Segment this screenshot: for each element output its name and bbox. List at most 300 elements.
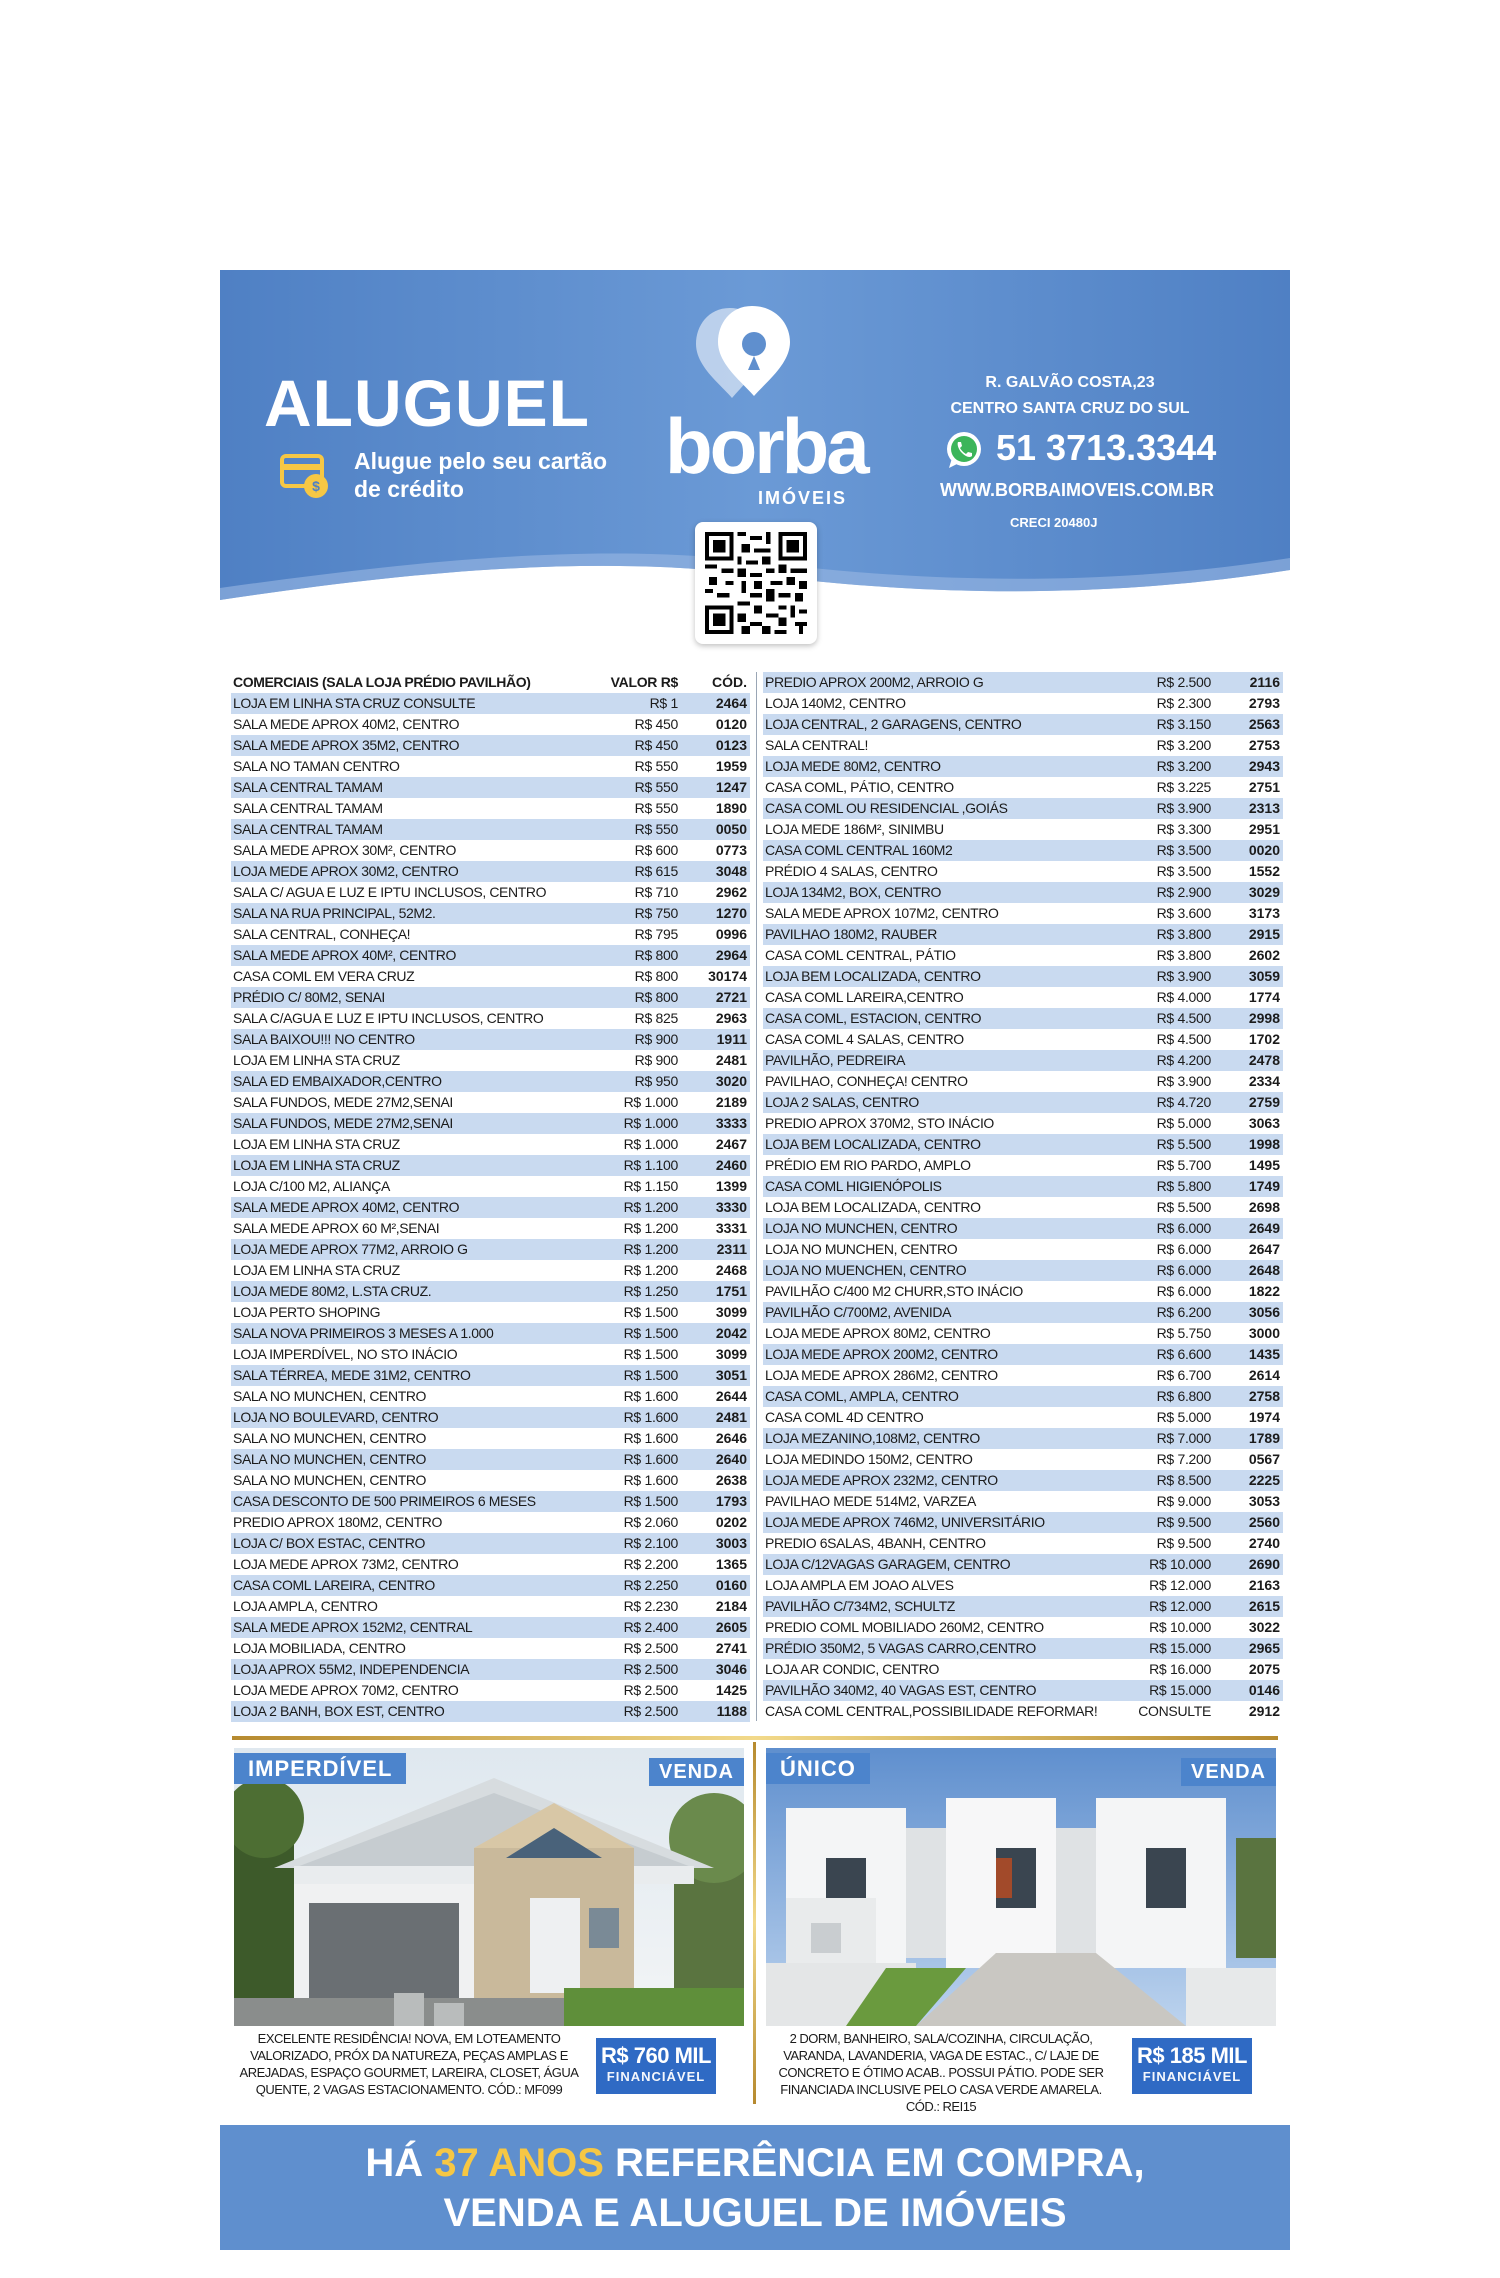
listing-value: R$ 1.600 bbox=[623, 1409, 678, 1425]
listing-row[interactable] bbox=[231, 714, 750, 735]
listing-value: R$ 7.000 bbox=[1156, 1430, 1211, 1446]
property-description-right: 2 DORM, BANHEIRO, SALA/COZINHA, CIRCULAÇÃO, VARANDA, LAVANDERIA, VAGA DE ESTAC., C/ LAJE DE CONCRETO E ÓTIMO ACAB.. POSSUI PÁTIO. PODE SER FINANCIADA INCLUSIVE PELO CASA VERDE AMARELA. CÓD.: REI15 bbox=[778, 2031, 1104, 2114]
listing-row[interactable] bbox=[763, 1029, 1283, 1050]
listing-description: PAVILHAO, CONHEÇA! CENTRO bbox=[765, 1073, 968, 1089]
listing-description: LOJA EM LINHA STA CRUZ bbox=[233, 1052, 400, 1068]
listing-value: R$ 6.700 bbox=[1156, 1367, 1211, 1383]
listing-row[interactable] bbox=[763, 1596, 1283, 1617]
listing-code: 1247 bbox=[715, 779, 747, 795]
listing-row[interactable] bbox=[763, 840, 1283, 861]
listing-value: R$ 6.200 bbox=[1156, 1304, 1211, 1320]
listing-row[interactable] bbox=[763, 1680, 1283, 1701]
gold-vertical-separator bbox=[753, 1742, 756, 2104]
listing-value: R$ 2.300 bbox=[1156, 695, 1211, 711]
listing-description: SALA NO MUNCHEN, CENTRO bbox=[233, 1388, 427, 1404]
logo-wordmark: borba bbox=[665, 402, 867, 490]
listing-row[interactable] bbox=[231, 1239, 750, 1260]
address-line-2: CENTRO SANTA CRUZ DO SUL bbox=[950, 400, 1190, 417]
listing-row[interactable] bbox=[231, 1638, 750, 1659]
listing-row[interactable] bbox=[231, 1407, 750, 1428]
listing-value: R$ 1.600 bbox=[623, 1472, 678, 1488]
listing-code: 2468 bbox=[715, 1262, 747, 1278]
listing-row[interactable] bbox=[231, 819, 750, 840]
listing-code: 1890 bbox=[715, 800, 747, 816]
listing-row[interactable] bbox=[231, 1386, 750, 1407]
listing-row[interactable] bbox=[763, 1617, 1283, 1638]
listing-code: 2638 bbox=[715, 1472, 747, 1488]
listing-row[interactable] bbox=[763, 1071, 1283, 1092]
listing-description: SALA CENTRAL TAMAM bbox=[233, 800, 383, 816]
listing-code: 2464 bbox=[715, 695, 747, 711]
listing-description: LOJA BEM LOCALIZADA, CENTRO bbox=[765, 1136, 981, 1152]
listing-code: 2943 bbox=[1248, 758, 1280, 774]
listing-row[interactable] bbox=[231, 1197, 750, 1218]
listing-description: LOJA MEDE APROX 200M2, CENTRO bbox=[765, 1346, 998, 1362]
listing-value: R$ 1.000 bbox=[623, 1115, 678, 1131]
footer-line-1 bbox=[220, 2125, 1290, 2188]
listing-description: SALA NO MUNCHEN, CENTRO bbox=[233, 1451, 427, 1467]
listing-row[interactable] bbox=[231, 735, 750, 756]
listing-code: 2965 bbox=[1248, 1640, 1280, 1656]
listing-value: R$ 3.600 bbox=[1156, 905, 1211, 921]
listing-row[interactable] bbox=[763, 1470, 1283, 1491]
listing-description: PRÉDIO 4 SALAS, CENTRO bbox=[765, 863, 938, 879]
website-link[interactable]: WWW.BORBAIMOVEIS.COM.BR bbox=[940, 480, 1214, 500]
listing-code: 2605 bbox=[715, 1619, 747, 1635]
listing-row[interactable] bbox=[231, 1092, 750, 1113]
footer-prefix: HÁ bbox=[365, 2141, 435, 2185]
listing-row[interactable] bbox=[763, 1176, 1283, 1197]
listing-value: R$ 5.500 bbox=[1156, 1199, 1211, 1215]
listing-row[interactable] bbox=[231, 1071, 750, 1092]
whatsapp-icon[interactable] bbox=[943, 429, 985, 471]
listing-description: LOJA NO BOULEVARD, CENTRO bbox=[233, 1409, 439, 1425]
qr-code[interactable] bbox=[695, 522, 817, 644]
logo-subtitle: IMÓVEIS bbox=[758, 488, 848, 508]
listing-description: PAVILHÃO, PEDREIRA bbox=[765, 1052, 906, 1068]
listing-value: R$ 2.230 bbox=[623, 1598, 678, 1614]
listing-description: SALA MEDE APROX 40M², CENTRO bbox=[233, 947, 456, 963]
listing-row[interactable] bbox=[231, 924, 750, 945]
listing-row[interactable] bbox=[763, 1239, 1283, 1260]
listing-value: R$ 1.100 bbox=[623, 1157, 678, 1173]
listing-description: LOJA MEDE 80M2, L.STA CRUZ. bbox=[233, 1283, 432, 1299]
phone-number[interactable]: 51 3713.3344 bbox=[996, 427, 1217, 468]
creci-registration: CRECI 20480J bbox=[1010, 515, 1098, 530]
listing-row[interactable] bbox=[763, 693, 1283, 714]
listing-value: R$ 8.500 bbox=[1156, 1472, 1211, 1488]
listing-value: R$ 800 bbox=[634, 989, 678, 1005]
listing-row[interactable] bbox=[231, 1113, 750, 1134]
listing-row[interactable] bbox=[231, 1491, 750, 1512]
listing-row[interactable] bbox=[231, 693, 750, 714]
listing-description: SALA NO TAMAN CENTRO bbox=[233, 758, 400, 774]
listing-row[interactable] bbox=[763, 1134, 1283, 1155]
listing-value: R$ 550 bbox=[634, 821, 678, 837]
listing-row[interactable] bbox=[231, 1533, 750, 1554]
listing-description: SALA FUNDOS, MEDE 27M2,SENAI bbox=[233, 1115, 453, 1131]
listing-description: LOJA 140M2, CENTRO bbox=[765, 695, 906, 711]
listing-code: 2481 bbox=[715, 1409, 747, 1425]
listing-code: 2690 bbox=[1248, 1556, 1280, 1572]
listing-value: R$ 750 bbox=[634, 905, 678, 921]
listing-row[interactable] bbox=[231, 1512, 750, 1533]
listing-row[interactable] bbox=[231, 1449, 750, 1470]
listing-code: 1822 bbox=[1248, 1283, 1280, 1299]
listing-value: R$ 15.000 bbox=[1149, 1640, 1211, 1656]
listing-row[interactable] bbox=[763, 1701, 1283, 1722]
listing-row[interactable] bbox=[231, 1428, 750, 1449]
listing-value: R$ 3.800 bbox=[1156, 926, 1211, 942]
listing-row[interactable] bbox=[231, 798, 750, 819]
listing-code: 2740 bbox=[1248, 1535, 1280, 1551]
listing-value: R$ 2.400 bbox=[623, 1619, 678, 1635]
listing-code: 0020 bbox=[1248, 842, 1280, 858]
listing-row[interactable] bbox=[763, 714, 1283, 735]
listing-description: SALA MEDE APROX 40M2, CENTRO bbox=[233, 716, 460, 732]
listing-code: 2189 bbox=[715, 1094, 747, 1110]
listing-description: PREDIO APROX 370M2, STO INÁCIO bbox=[765, 1115, 994, 1131]
listing-description: LOJA MEDE APROX 746M2, UNIVERSITÁRIO bbox=[765, 1514, 1045, 1530]
listing-row[interactable] bbox=[231, 777, 750, 798]
listing-description: CASA COML 4D CENTRO bbox=[765, 1409, 924, 1425]
listing-row[interactable] bbox=[231, 1050, 750, 1071]
listing-code: 1435 bbox=[1248, 1346, 1280, 1362]
listing-description: CASA COML LAREIRA, CENTRO bbox=[233, 1577, 435, 1593]
listing-row[interactable] bbox=[231, 1575, 750, 1596]
listing-row[interactable] bbox=[763, 1512, 1283, 1533]
listing-value: R$ 3.900 bbox=[1156, 968, 1211, 984]
listing-row[interactable] bbox=[763, 1155, 1283, 1176]
listing-description: SALA CENTRAL, CONHEÇA! bbox=[233, 926, 411, 942]
listing-value: R$ 3.900 bbox=[1156, 1073, 1211, 1089]
listing-code: 3063 bbox=[1248, 1115, 1280, 1131]
listing-row[interactable] bbox=[763, 735, 1283, 756]
listing-row[interactable] bbox=[763, 1344, 1283, 1365]
listing-row[interactable] bbox=[231, 1218, 750, 1239]
listing-value: R$ 795 bbox=[634, 926, 678, 942]
listing-row[interactable] bbox=[231, 1323, 750, 1344]
listing-row[interactable] bbox=[231, 882, 750, 903]
listing-code: 3020 bbox=[715, 1073, 747, 1089]
listing-description: SALA TÉRREA, MEDE 31M2, CENTRO bbox=[233, 1367, 471, 1383]
listing-code: 1789 bbox=[1248, 1430, 1280, 1446]
listing-value: R$ 3.500 bbox=[1156, 842, 1211, 858]
listing-code: 3099 bbox=[715, 1304, 747, 1320]
listing-row[interactable] bbox=[231, 1596, 750, 1617]
listing-code: 2311 bbox=[716, 1241, 747, 1257]
listing-row[interactable] bbox=[763, 1638, 1283, 1659]
price-left: R$ 760 MIL bbox=[601, 2043, 711, 2068]
listing-value: R$ 10.000 bbox=[1149, 1619, 1211, 1635]
listing-row[interactable] bbox=[763, 1491, 1283, 1512]
listing-row[interactable] bbox=[763, 987, 1283, 1008]
listing-code: 3059 bbox=[1248, 968, 1280, 984]
listing-code: 0050 bbox=[715, 821, 747, 837]
listing-code: 1495 bbox=[1248, 1157, 1280, 1173]
listing-value: R$ 1.500 bbox=[623, 1346, 678, 1362]
listing-description: LOJA MEDE APROX 73M2, CENTRO bbox=[233, 1556, 459, 1572]
listing-code: 2753 bbox=[1248, 737, 1280, 753]
listing-row[interactable] bbox=[763, 1050, 1283, 1071]
listing-code: 2751 bbox=[1248, 779, 1280, 795]
listing-value: R$ 6.000 bbox=[1156, 1262, 1211, 1278]
listing-row[interactable] bbox=[763, 1281, 1283, 1302]
listings-table-header bbox=[231, 672, 750, 693]
listing-row[interactable] bbox=[231, 1344, 750, 1365]
listing-row[interactable] bbox=[763, 1218, 1283, 1239]
listing-row[interactable] bbox=[763, 903, 1283, 924]
listing-row[interactable] bbox=[231, 1365, 750, 1386]
listing-row[interactable] bbox=[231, 1617, 750, 1638]
listing-row[interactable] bbox=[231, 945, 750, 966]
header-banner bbox=[220, 270, 1290, 655]
listing-row[interactable] bbox=[231, 1554, 750, 1575]
listing-code: 0120 bbox=[715, 716, 747, 732]
listing-value: R$ 800 bbox=[634, 968, 678, 984]
listing-value: R$ 550 bbox=[634, 779, 678, 795]
listing-description: LOJA CENTRAL, 2 GARAGENS, CENTRO bbox=[765, 716, 1022, 732]
listing-description: PREDIO APROX 180M2, CENTRO bbox=[233, 1514, 442, 1530]
listing-row[interactable] bbox=[231, 1029, 750, 1050]
credit-card-note: Alugue pelo seu cartão de crédito bbox=[354, 448, 608, 502]
listing-row[interactable] bbox=[231, 1659, 750, 1680]
listing-value: R$ 4.500 bbox=[1156, 1031, 1211, 1047]
listing-value: R$ 1.600 bbox=[623, 1388, 678, 1404]
listing-value: R$ 12.000 bbox=[1149, 1598, 1211, 1614]
listing-code: 2647 bbox=[1248, 1241, 1280, 1257]
listing-description: SALA CENTRAL! bbox=[765, 737, 868, 753]
listing-value: R$ 1.000 bbox=[623, 1136, 678, 1152]
price-right: R$ 185 MIL bbox=[1137, 2043, 1247, 2068]
listing-description: SALA FUNDOS, MEDE 27M2,SENAI bbox=[233, 1094, 453, 1110]
listing-value: R$ 3.900 bbox=[1156, 800, 1211, 816]
listing-row[interactable] bbox=[763, 798, 1283, 819]
svg-text:$: $ bbox=[312, 478, 320, 494]
footer-line1-suffix: REFERÊNCIA EM COMPRA, bbox=[603, 2141, 1145, 2185]
listing-description: LOJA NO MUNCHEN, CENTRO bbox=[765, 1241, 958, 1257]
listing-value: R$ 2.060 bbox=[623, 1514, 678, 1530]
page-title: ALUGUEL bbox=[264, 366, 590, 440]
listing-value: R$ 5.000 bbox=[1156, 1115, 1211, 1131]
listing-code: 2184 bbox=[715, 1598, 747, 1614]
listing-row[interactable] bbox=[763, 1575, 1283, 1596]
listing-row[interactable] bbox=[231, 1134, 750, 1155]
listing-code: 2741 bbox=[715, 1640, 747, 1656]
listing-row[interactable] bbox=[231, 1008, 750, 1029]
listing-description: LOJA AR CONDIC, CENTRO bbox=[765, 1661, 940, 1677]
listing-description: LOJA MEDINDO 150M2, CENTRO bbox=[765, 1451, 973, 1467]
listing-row[interactable] bbox=[763, 1407, 1283, 1428]
listing-value: R$ 15.000 bbox=[1149, 1682, 1211, 1698]
listing-code: 0567 bbox=[1248, 1451, 1280, 1467]
listing-description: LOJA MEDE 80M2, CENTRO bbox=[765, 758, 941, 774]
listing-code: 2615 bbox=[1248, 1598, 1280, 1614]
listing-value: R$ 10.000 bbox=[1149, 1556, 1211, 1572]
listing-description: LOJA MOBILIADA, CENTRO bbox=[233, 1640, 406, 1656]
listing-row[interactable] bbox=[763, 1659, 1283, 1680]
listing-code: 3000 bbox=[1248, 1325, 1280, 1341]
listing-value: R$ 2.100 bbox=[623, 1535, 678, 1551]
listings-right-column bbox=[763, 672, 1283, 1722]
listing-code: 2075 bbox=[1248, 1661, 1280, 1677]
listing-code: 2759 bbox=[1248, 1094, 1280, 1110]
listing-code: 2116 bbox=[1249, 674, 1280, 690]
listing-description: SALA CENTRAL TAMAM bbox=[233, 821, 383, 837]
listing-row[interactable] bbox=[763, 1554, 1283, 1575]
listing-description: SALA CENTRAL TAMAM bbox=[233, 779, 383, 795]
featured-property-right[interactable] bbox=[766, 1748, 1276, 2114]
listing-value: R$ 6.800 bbox=[1156, 1388, 1211, 1404]
listing-code: 1998 bbox=[1248, 1136, 1280, 1152]
listing-description: LOJA NO MUENCHEN, CENTRO bbox=[765, 1262, 967, 1278]
listing-value: R$ 1.250 bbox=[623, 1283, 678, 1299]
listing-row[interactable] bbox=[231, 1470, 750, 1491]
listing-row[interactable] bbox=[763, 1008, 1283, 1029]
listing-description: LOJA EM LINHA STA CRUZ CONSULTE bbox=[233, 695, 476, 711]
listing-value: R$ 600 bbox=[634, 842, 678, 858]
listing-row[interactable] bbox=[231, 1302, 750, 1323]
listing-row[interactable] bbox=[231, 903, 750, 924]
listing-description: SALA MEDE APROX 60 M²,SENAI bbox=[233, 1220, 440, 1236]
listing-code: 3003 bbox=[715, 1535, 747, 1551]
listing-value: R$ 7.200 bbox=[1156, 1451, 1211, 1467]
listing-row[interactable] bbox=[763, 924, 1283, 945]
listing-value: R$ 550 bbox=[634, 758, 678, 774]
listing-row[interactable] bbox=[763, 966, 1283, 987]
listing-value: R$ 12.000 bbox=[1149, 1577, 1211, 1593]
listing-row[interactable] bbox=[763, 1092, 1283, 1113]
listing-value: R$ 1.500 bbox=[623, 1493, 678, 1509]
listing-row[interactable] bbox=[231, 966, 750, 987]
listing-row[interactable] bbox=[763, 1428, 1283, 1449]
listing-row[interactable] bbox=[763, 1113, 1283, 1134]
deal-type-badge-left: VENDA bbox=[649, 1758, 744, 1786]
listing-code: 2334 bbox=[1248, 1073, 1280, 1089]
listing-code: 2648 bbox=[1248, 1262, 1280, 1278]
listing-description: PAVILHÃO C/734M2, SCHULTZ bbox=[765, 1598, 955, 1614]
listing-code: 1751 bbox=[715, 1283, 747, 1299]
listing-value: R$ 3.500 bbox=[1156, 863, 1211, 879]
listing-description: LOJA BEM LOCALIZADA, CENTRO bbox=[765, 1199, 981, 1215]
listing-row[interactable] bbox=[763, 672, 1283, 693]
listing-description: PAVILHÃO 340M2, 40 VAGAS EST, CENTRO bbox=[765, 1682, 1037, 1698]
price-badge-left[interactable] bbox=[596, 2038, 716, 2094]
listing-value: R$ 1.600 bbox=[623, 1430, 678, 1446]
listing-description: LOJA 2 SALAS, CENTRO bbox=[765, 1094, 919, 1110]
listing-value: R$ 1.600 bbox=[623, 1451, 678, 1467]
listing-code: 2225 bbox=[1248, 1472, 1280, 1488]
listing-description: LOJA EM LINHA STA CRUZ bbox=[233, 1136, 400, 1152]
listing-row[interactable] bbox=[231, 1155, 750, 1176]
listing-code: 2644 bbox=[715, 1388, 747, 1404]
listing-row[interactable] bbox=[763, 1302, 1283, 1323]
listing-row[interactable] bbox=[231, 1281, 750, 1302]
listing-value: R$ 800 bbox=[634, 947, 678, 963]
listing-row[interactable] bbox=[231, 840, 750, 861]
listing-row[interactable] bbox=[763, 861, 1283, 882]
listing-code: 2698 bbox=[1248, 1199, 1280, 1215]
listing-row[interactable] bbox=[231, 861, 750, 882]
listing-row[interactable] bbox=[231, 756, 750, 777]
listing-row[interactable] bbox=[763, 1449, 1283, 1470]
listing-row[interactable] bbox=[763, 1323, 1283, 1344]
listing-row[interactable] bbox=[231, 1701, 750, 1722]
listing-row[interactable] bbox=[763, 756, 1283, 777]
listing-code: 3056 bbox=[1248, 1304, 1280, 1320]
qr-code-icon bbox=[705, 532, 807, 634]
listing-row[interactable] bbox=[231, 1176, 750, 1197]
listing-description: SALA NOVA PRIMEIROS 3 MESES A 1.000 bbox=[233, 1325, 494, 1341]
listing-row[interactable] bbox=[763, 777, 1283, 798]
listing-code: 2963 bbox=[715, 1010, 747, 1026]
listing-description: LOJA C/ BOX ESTAC, CENTRO bbox=[233, 1535, 426, 1551]
listing-code: 2649 bbox=[1248, 1220, 1280, 1236]
listing-row[interactable] bbox=[763, 1365, 1283, 1386]
listing-row[interactable] bbox=[763, 882, 1283, 903]
listing-description: CASA COML, AMPLA, CENTRO bbox=[765, 1388, 959, 1404]
listing-row[interactable] bbox=[763, 945, 1283, 966]
listing-row[interactable] bbox=[231, 1680, 750, 1701]
listing-row[interactable] bbox=[763, 1533, 1283, 1554]
listing-description: SALA C/AGUA E LUZ E IPTU INCLUSOS, CENTRO bbox=[233, 1010, 544, 1026]
featured-property-left[interactable] bbox=[234, 1748, 744, 2108]
footer-banner bbox=[220, 2125, 1290, 2250]
listing-description: PREDIO 6SALAS, 4BANH, CENTRO bbox=[765, 1535, 986, 1551]
credit-card-icon bbox=[280, 450, 332, 500]
listing-code: 1774 bbox=[1248, 989, 1280, 1005]
listing-value: R$ 615 bbox=[634, 863, 678, 879]
listing-code: 3053 bbox=[1248, 1493, 1280, 1509]
listing-row[interactable] bbox=[763, 1197, 1283, 1218]
listing-description: CASA COML, PÁTIO, CENTRO bbox=[765, 779, 954, 795]
listing-description: SALA BAIXOU!!! NO CENTRO bbox=[233, 1031, 415, 1047]
listing-code: 2481 bbox=[715, 1052, 747, 1068]
listing-value: R$ 16.000 bbox=[1149, 1661, 1211, 1677]
listing-description: PRÉDIO C/ 80M2, SENAI bbox=[233, 989, 385, 1005]
header-code: CÓD. bbox=[712, 674, 747, 690]
listing-value: R$ 6.000 bbox=[1156, 1220, 1211, 1236]
listing-value: R$ 5.800 bbox=[1156, 1178, 1211, 1194]
listing-description: LOJA APROX 55M2, INDEPENDENCIA bbox=[233, 1661, 470, 1677]
listing-code: 2560 bbox=[1248, 1514, 1280, 1530]
listing-value: R$ 2.500 bbox=[623, 1661, 678, 1677]
listing-value: R$ 9.500 bbox=[1156, 1514, 1211, 1530]
listing-row[interactable] bbox=[763, 819, 1283, 840]
listing-value: R$ 1.500 bbox=[623, 1367, 678, 1383]
listing-row[interactable] bbox=[231, 1260, 750, 1281]
listing-description: PRÉDIO 350M2, 5 VAGAS CARRO,CENTRO bbox=[765, 1640, 1036, 1656]
listing-row[interactable] bbox=[763, 1386, 1283, 1407]
financing-label-right: FINANCIÁVEL bbox=[1142, 2069, 1242, 2084]
listing-description: CASA COML LAREIRA,CENTRO bbox=[765, 989, 964, 1005]
listing-description: LOJA IMPERDÍVEL, NO STO INÁCIO bbox=[233, 1346, 458, 1362]
listing-row[interactable] bbox=[763, 1260, 1283, 1281]
listing-code: 3099 bbox=[715, 1346, 747, 1362]
listing-value: R$ 1.200 bbox=[623, 1241, 678, 1257]
listing-value: R$ 1.150 bbox=[623, 1178, 678, 1194]
listing-value: R$ 1.200 bbox=[623, 1199, 678, 1215]
listing-code: 2998 bbox=[1248, 1010, 1280, 1026]
listing-code: 2912 bbox=[1248, 1703, 1280, 1719]
listing-code: 3051 bbox=[715, 1367, 747, 1383]
listing-description: SALA MEDE APROX 107M2, CENTRO bbox=[765, 905, 999, 921]
listing-value: R$ 2.500 bbox=[1156, 674, 1211, 690]
listing-value: R$ 5.000 bbox=[1156, 1409, 1211, 1425]
price-badge-right[interactable] bbox=[1132, 2038, 1252, 2094]
listing-row[interactable] bbox=[231, 987, 750, 1008]
listing-code: 2964 bbox=[715, 947, 747, 963]
